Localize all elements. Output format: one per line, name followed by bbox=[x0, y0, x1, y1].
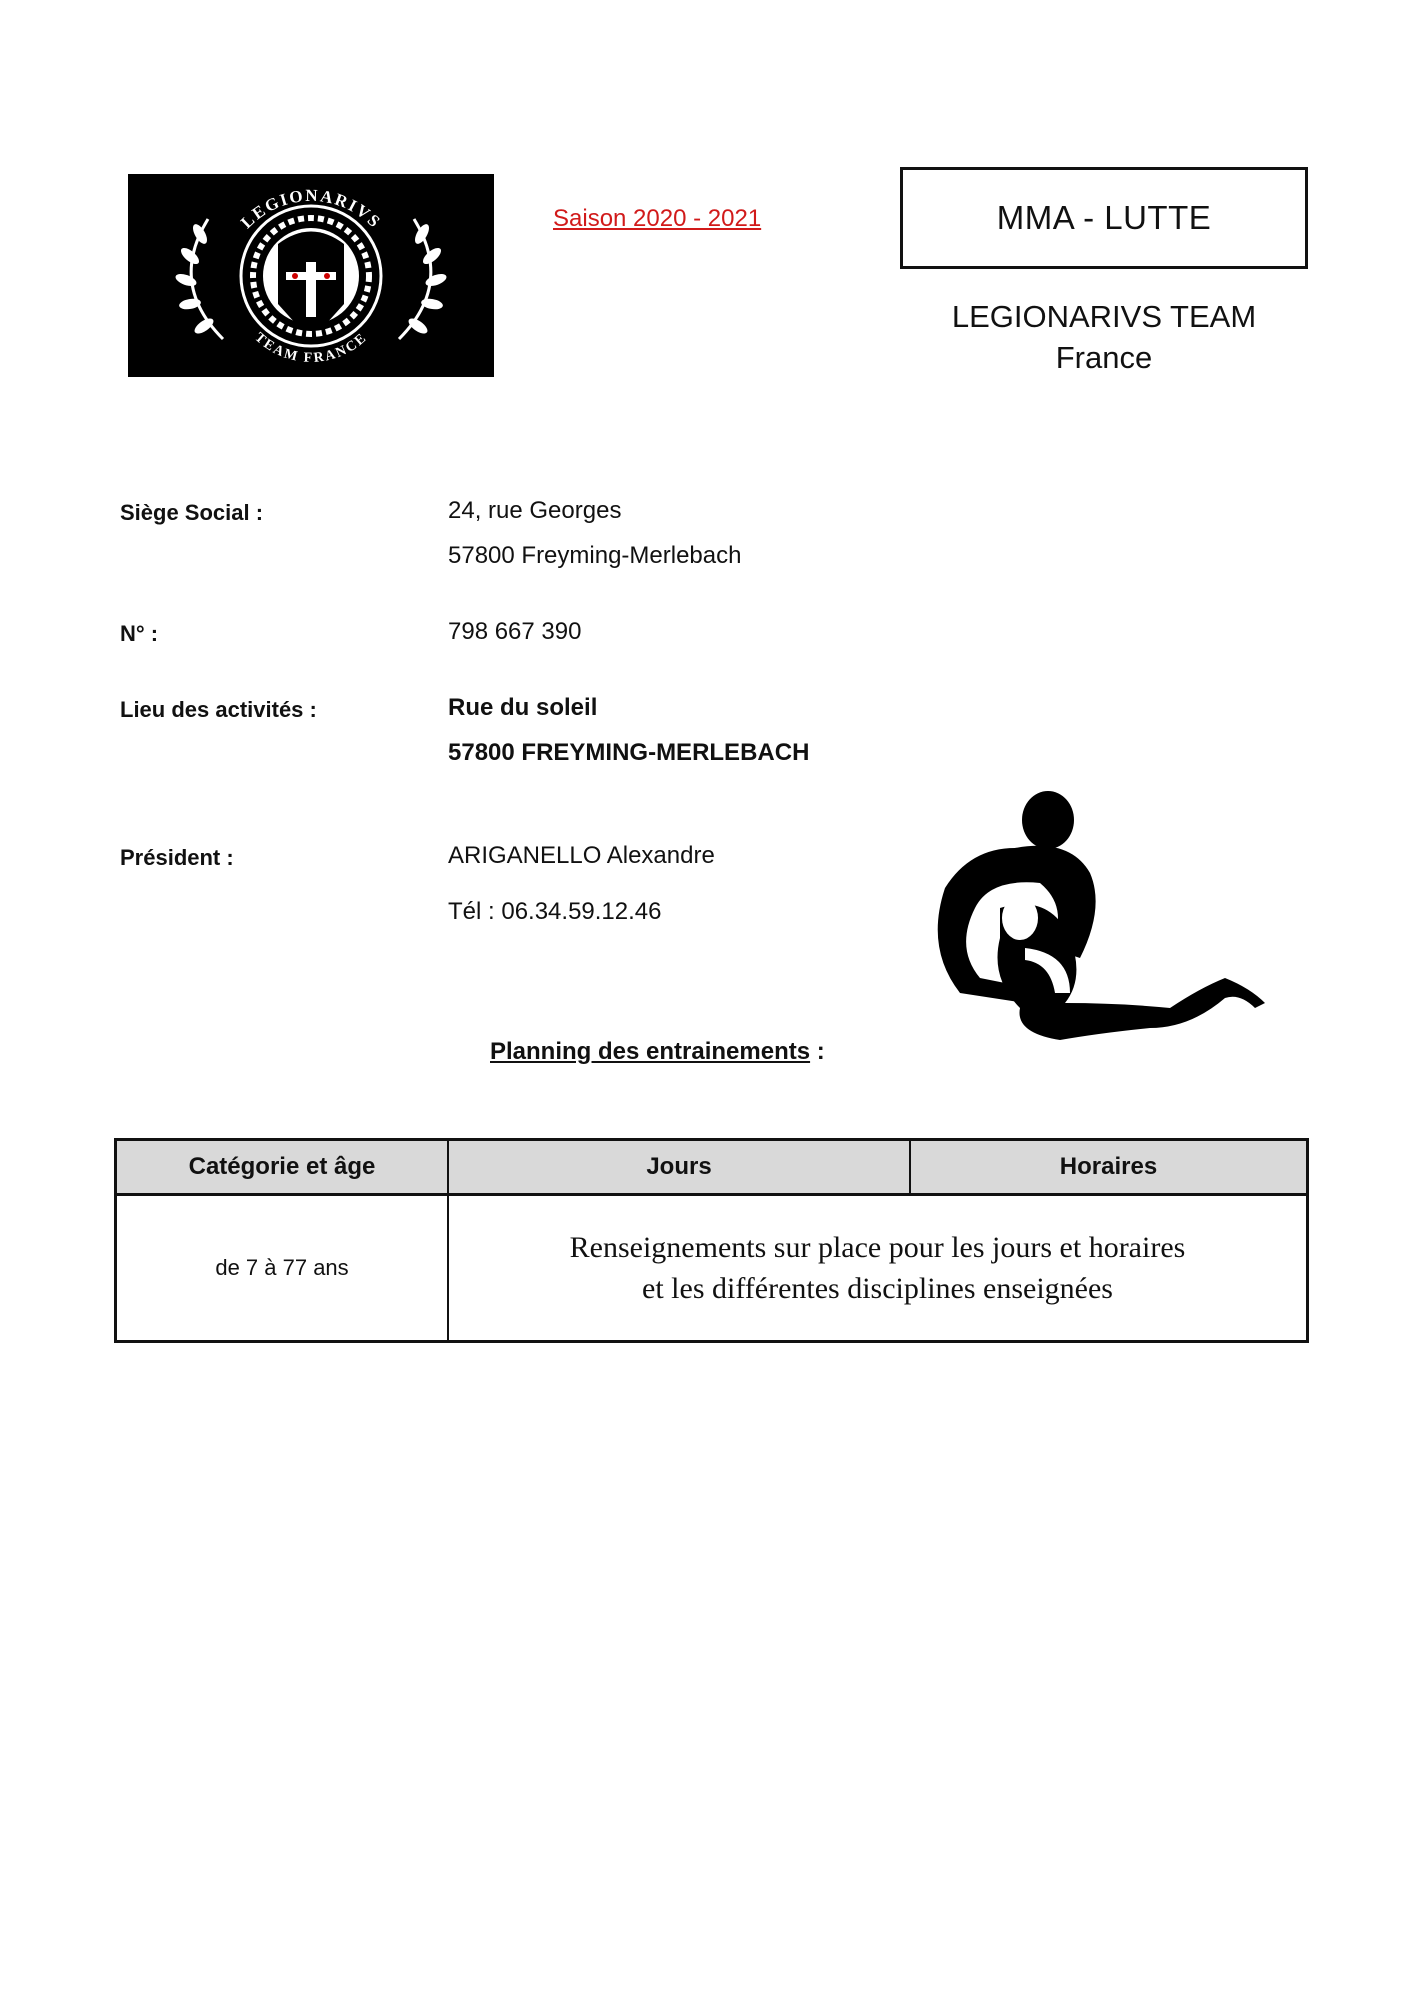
lieu-line1: Rue du soleil bbox=[448, 694, 598, 721]
team-line1: LEGIONARIVS TEAM bbox=[951, 299, 1257, 334]
team-name bbox=[900, 296, 1308, 378]
numero-value: 798 667 390 bbox=[448, 618, 582, 645]
lieu-line2: 57800 FREYMING-MERLEBACH bbox=[448, 739, 810, 766]
lieu-label: Lieu des activités : bbox=[120, 697, 317, 722]
numero-label: N° : bbox=[120, 621, 159, 646]
schedule-table bbox=[114, 1138, 1309, 1343]
planning-title-text: Planning des entrainements bbox=[490, 1038, 811, 1065]
table-header-row bbox=[116, 1140, 1308, 1195]
info-line1: Renseignements sur place pour les jours et horaires bbox=[569, 1231, 1186, 1264]
club-logo bbox=[128, 174, 494, 377]
table-row bbox=[116, 1195, 1308, 1342]
discipline-label: MMA - LUTTE bbox=[996, 199, 1212, 236]
logo-text-top: LEGIONARIVS bbox=[237, 185, 386, 233]
header-jours: Jours bbox=[448, 1140, 910, 1195]
season-title: Saison 2020 - 2021 bbox=[553, 205, 762, 232]
team-line2: France bbox=[1055, 340, 1153, 375]
siege-label: Siège Social : bbox=[120, 500, 264, 525]
siege-line2: 57800 Freyming-Merlebach bbox=[448, 542, 742, 569]
planning-title-suffix: : bbox=[810, 1038, 825, 1065]
info-line2: et les différentes disciplines enseignées bbox=[642, 1272, 1113, 1305]
svg-text:LEGIONARIVS bbox=[237, 186, 385, 232]
cell-info bbox=[448, 1195, 1308, 1342]
cell-age: de 7 à 77 ans bbox=[116, 1195, 449, 1342]
president-label: Président : bbox=[120, 845, 234, 870]
wrestlers-illustration bbox=[920, 788, 1270, 1043]
planning-title bbox=[490, 1038, 825, 1066]
header-horaires: Horaires bbox=[910, 1140, 1308, 1195]
discipline-box bbox=[900, 167, 1308, 269]
president-name: ARIGANELLO Alexandre bbox=[448, 842, 715, 869]
president-tel: Tél : 06.34.59.12.46 bbox=[448, 898, 662, 925]
logo-text-bottom: TEAM FRANCE bbox=[251, 330, 371, 366]
header-categorie: Catégorie et âge bbox=[116, 1140, 449, 1195]
siege-line1: 24, rue Georges bbox=[448, 497, 622, 524]
